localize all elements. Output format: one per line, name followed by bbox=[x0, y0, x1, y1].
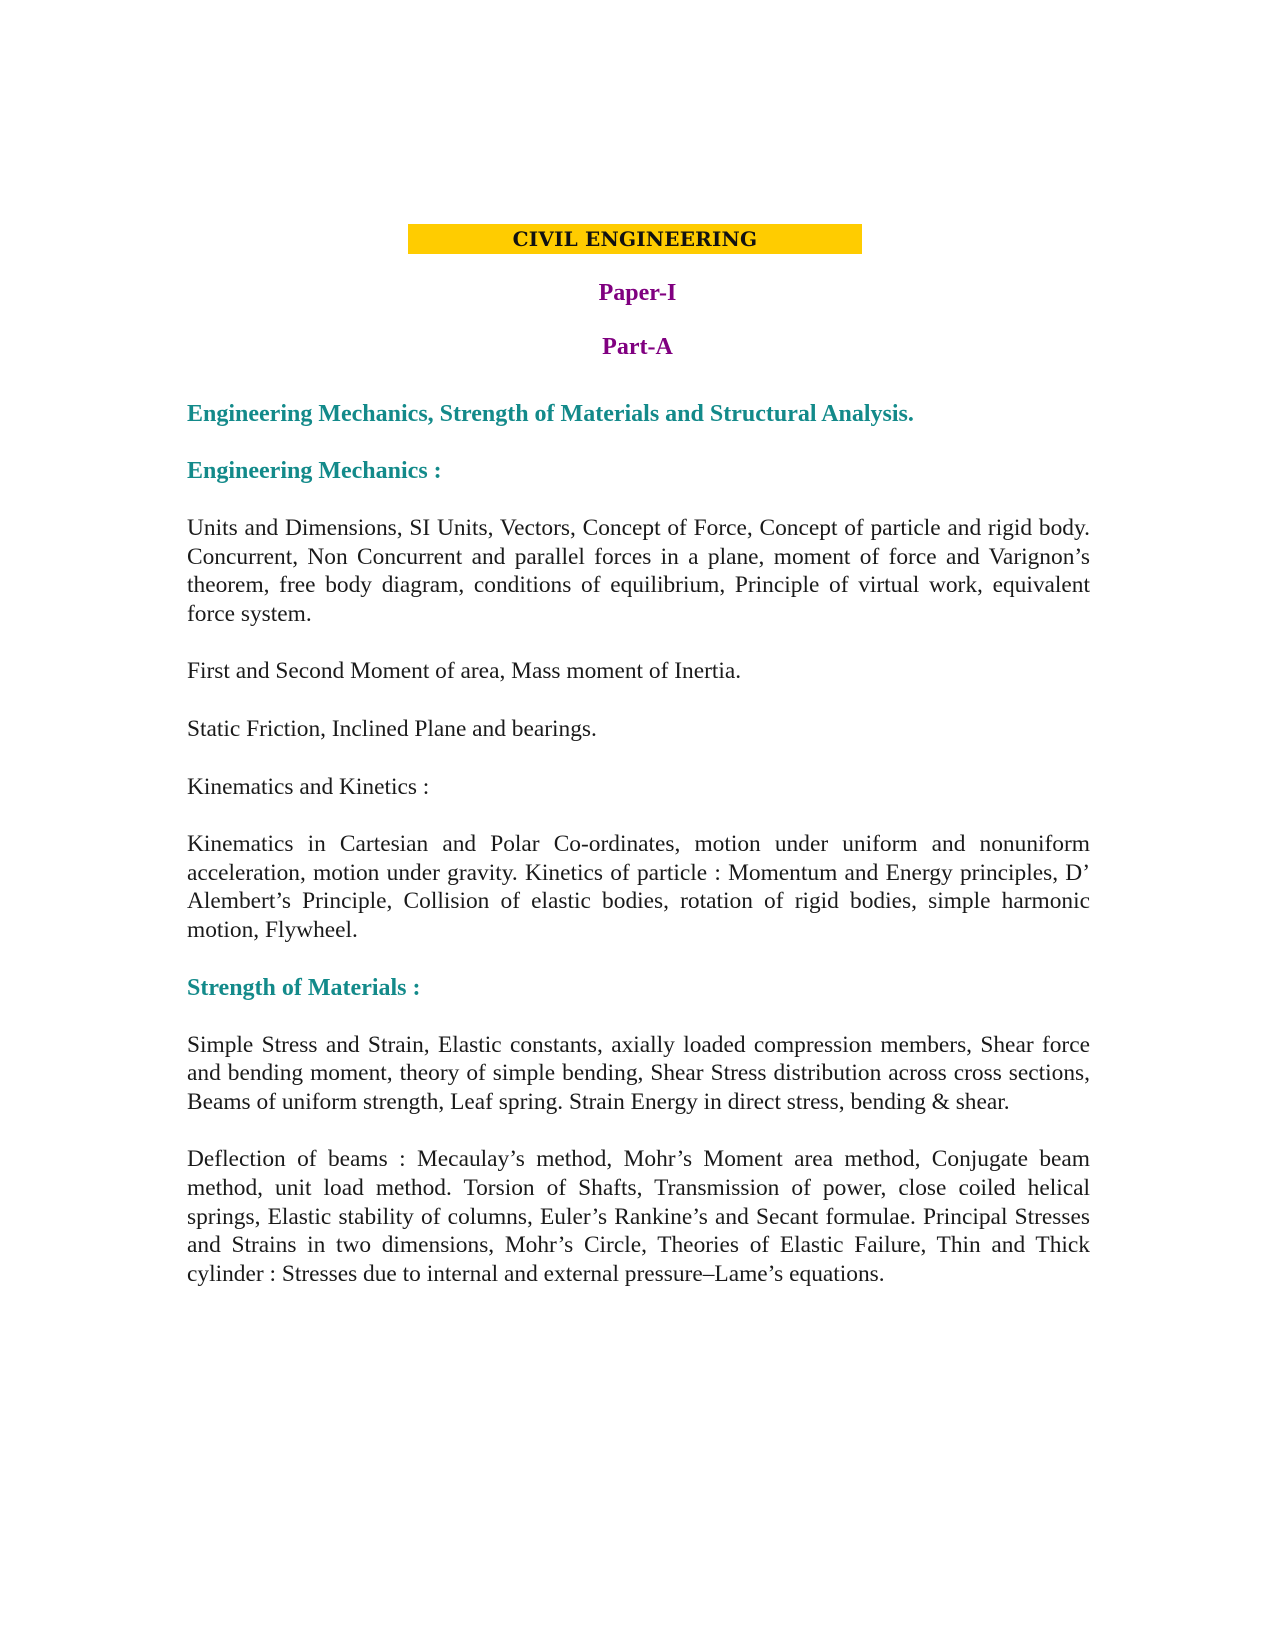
document-body bbox=[187, 400, 1090, 1288]
part-heading: Part-A bbox=[602, 334, 673, 360]
mechanics-paragraph: Kinematics in Cartesian and Polar Co-ordinates, motion under uniform and nonuniform acceleration, motion under gravity. Kinetics of particle : Momentum and Energy principles, D’ Alembert’s Principle, Collision of elastic bodies, rotation of rigid bodies, simple harmonic motion, Flywheel. bbox=[187, 831, 1090, 943]
document-banner-title: CIVIL ENGINEERING bbox=[408, 224, 862, 254]
mechanics-paragraph: First and Second Moment of area, Mass moment of Inertia. bbox=[187, 658, 742, 685]
kinematics-subheading: Kinematics and Kinetics : bbox=[187, 773, 430, 800]
paper-heading: Paper-I bbox=[598, 280, 677, 306]
mechanics-paragraph: Static Friction, Inclined Plane and bearings. bbox=[187, 715, 597, 742]
materials-paragraph: Simple Stress and Strain, Elastic constants, axially loaded compression members, Shear force and bending moment, theory of simple bending, Shear Stress distribution across cross sections, Beams of uniform strength, Leaf spring. Strain Energy in direct stress, bending & shear. bbox=[187, 1031, 1090, 1115]
subject-title: Engineering Mechanics, Strength of Materials and Structural Analysis. bbox=[187, 401, 914, 427]
mechanics-paragraph: Units and Dimensions, SI Units, Vectors, Concept of Force, Concept of particle and rigid body. Concurrent, Non Concurrent and parallel forces in a plane, moment of force and Varignon’s theorem, free body diagram, conditions of equilibrium, Principle of virtual work, equivalent force system. bbox=[187, 515, 1090, 627]
engineering-mechanics-heading: Engineering Mechanics : bbox=[187, 458, 442, 484]
materials-paragraph: Deflection of beams : Mecaulay’s method, Mohr’s Moment area method, Conjugate beam method, unit load method. Torsion of Shafts, Transmission of power, close coiled helical springs, Elastic stability of columns, Euler’s Rankine’s and Secant formulae. Principal Stresses and Strains in two dimensions, Mohr’s Circle, Theories of Elastic Failure, Thin and Thick cylinder : Stresses due to internal and external pressure–Lame’s equations. bbox=[187, 1146, 1090, 1287]
strength-of-materials-heading: Strength of Materials : bbox=[187, 974, 421, 1001]
